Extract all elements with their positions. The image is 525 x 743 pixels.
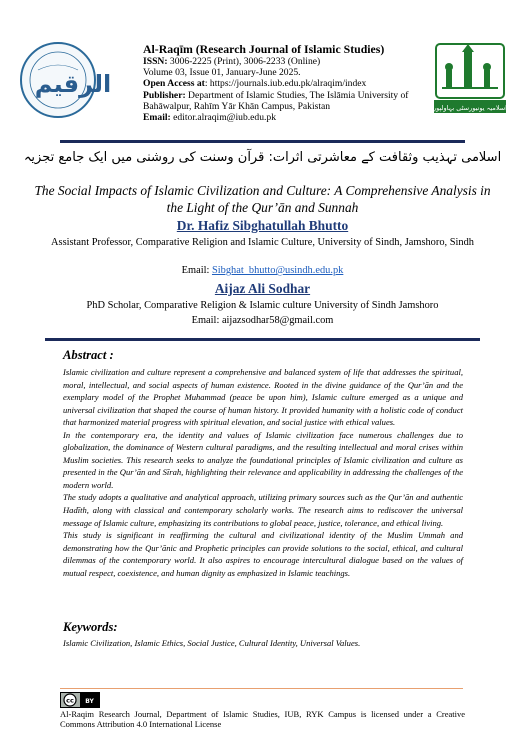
editor-email-line (143, 112, 433, 123)
editor-email[interactable]: editor.alraqim@iub.edu.pk (170, 112, 277, 124)
abstract-paragraph: In the contemporary era, the identity and values of Islamic civilization face numerous challenges due to globalization, the dominance of Western cultural paradigms, and the resulting intellectual and moral crises within Muslim societies. This research seeks to analyze the foundational principles of Islamic civilization and culture as presented in the Qur’ān and Sīrah, highlighting their relevance and applicability in addressing the challenges of the modern world. (63, 429, 463, 490)
access-line (143, 78, 433, 89)
author-name-1: Dr. Hafiz Sibghatullah Bhutto (176, 218, 349, 233)
cc-by-text: BY (85, 698, 94, 705)
publisher-value: Department of Islamic Studies, The Islāmia University of Bahāwalpur, Rahīm Yār Khān Campus, Pakistan (143, 89, 409, 112)
journal-title: Al-Raqīm (Research Journal of Islamic Studies) (143, 42, 385, 56)
header-divider (60, 140, 465, 143)
journal-header (143, 43, 433, 123)
keywords-heading: Keywords: (63, 620, 118, 634)
cc-by-badge[interactable] (60, 692, 100, 708)
keywords-text: Islamic Civilization, Islamic Ethics, Social Justice, Cultural Identity, Universal Values. (63, 638, 361, 648)
author-affiliation-2: PhD Scholar, Comparative Religion & Islamic culture University of Sindh Jamshoro (86, 300, 439, 311)
publisher-line (143, 90, 433, 112)
publisher-label: Publisher: (143, 89, 186, 101)
article-title: The Social Impacts of Islamic Civilization and Culture: A Comprehensive Analysis in the Light of the Qur’ān and Sunnah (34, 183, 491, 215)
author-affiliation-1: Assistant Professor, Comparative Religion and Islamic Culture, University of Sindh, Jamshoro, Sindh (51, 237, 474, 248)
abstract-divider (45, 338, 480, 341)
volume-line: Volume 03, Issue 01, January-June 2025. (143, 67, 301, 79)
issn-value: 3006-2225 (Print), 3006-2233 (Online) (167, 56, 321, 67)
author-email-link-1[interactable]: Sibghat_bhutto@usindh.edu.pk (211, 265, 344, 276)
university-logo (432, 42, 508, 114)
access-label: Open Access at (143, 78, 205, 90)
abstract-paragraph: The study adopts a qualitative and analytical approach, utilizing primary sources such as the Qur’ān and authentic Hadīth, along with classical and contemporary scholarly works. The research aims to rediscover the universal message of Islamic culture, emphasizing its contributions to global peace, justice, tolerance, and ethical living. (63, 492, 463, 528)
abstract-heading: Abstract : (63, 348, 114, 362)
logo-right-text: اسلامیہ یونیورسٹی بہاولپور (433, 104, 507, 112)
author-email-label-1: Email: (181, 265, 212, 276)
footer-divider (60, 688, 463, 689)
author-email-line-1 (50, 264, 475, 277)
author-name-2: Aijaz Ali Sodhar (214, 281, 311, 296)
editor-email-label: Email: (143, 112, 171, 124)
journal-logo (18, 40, 122, 120)
abstract-paragraph: This study is significant in reaffirming the cultural and civilizational identity of the Muslim Ummah and demonstrating how the Qur’ānic and Prophetic principles can provide solutions to the social, ethical, and cultural dilemmas of the contemporary world. It also aspires to encourage intercultural dialogue based on the values of mutual respect, coexistence, and human dignity as emphasized in Islamic teachings. (63, 530, 463, 578)
author-email-line-2 (50, 314, 475, 327)
issn-label: ISSN: (143, 56, 168, 67)
logo-left-text: الرقيم (34, 70, 112, 98)
author-email-2[interactable]: aijazsodhar58@gmail.com (221, 315, 334, 326)
abstract-paragraph: Islamic civilization and culture represent a comprehensive and balanced system of life that addresses the spiritual, moral, intellectual, and social aspects of human existence. Rooted in the divine guidance of the Qur’ān and the exemplary model of the Prophet Muhammad (peace be upon him), Islamic culture emerged as a unique and universal civilization that shaped the course of human history. It provided humanity with a holistic code of conduct that harmonized material progress with spiritual elevation, and social justice with ethical values. (63, 367, 463, 428)
license-text: Al-Raqim Research Journal, Department of Islamic Studies, IUB, RYK Campus is licensed under a Creative Commons Attribution 4.0 International License (60, 709, 465, 730)
access-url[interactable]: : https://journals.iub.edu.pk/alraqim/index (204, 78, 367, 90)
issn-line (143, 56, 433, 67)
cc-badge-text: cc (66, 696, 74, 705)
author-email-label-2: Email: (191, 315, 222, 326)
abstract-body (63, 366, 463, 579)
urdu-title: اسلامی تہذیب وثقافت کے معاشرتی اثرات: قرآن وسنت کی روشنی میں ایک جامع تجزیہ (23, 150, 502, 165)
